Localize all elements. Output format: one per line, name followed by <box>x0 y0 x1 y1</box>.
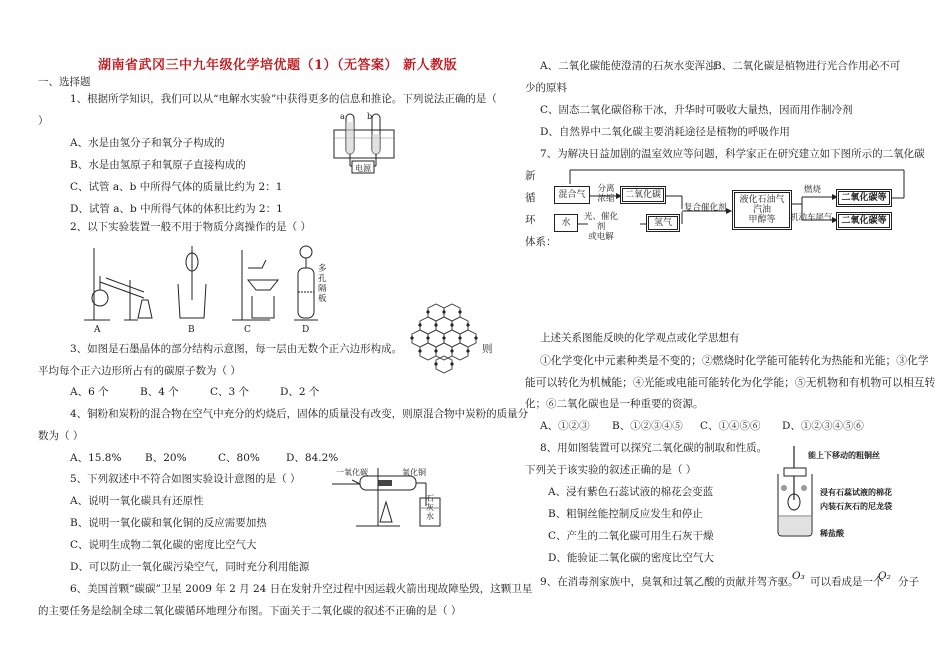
cuo-label: 氧化铜 <box>402 468 426 477</box>
water-box: 水 <box>554 214 578 232</box>
oxygen-formula: O₂ <box>878 570 891 582</box>
q4-option-a: A、15.8% <box>70 452 122 464</box>
q7-statement-3: 化；⑥二氧化碳也是一种重要的资源。 <box>525 398 704 410</box>
q7-side-1: 新 <box>525 170 536 182</box>
exhaust-label: 机动车尾气 <box>790 213 833 223</box>
q4-option-b: B、20% <box>145 452 187 464</box>
fuel-line: 液化石油气 <box>739 195 785 205</box>
dilute-hcl-label: 稀盐酸 <box>820 528 844 538</box>
litmus-cotton-label: 浸有石蕊试液的棉花 <box>820 487 892 497</box>
q3-stem: 3、如图是石墨晶体的部分结构示意图，每一层由无数个正六边形构成。 <box>70 343 403 355</box>
q8-option-a: A、浸有紫色石蕊试液的棉花会变蓝 <box>548 486 714 498</box>
cat-line: 光、催化剂 <box>583 212 618 232</box>
q8-option-b: B、粗铜丝能控制反应发生和停止 <box>548 508 703 520</box>
fuel-line: 甲醇等 <box>748 215 776 225</box>
q8-option-c: C、产生的二氧化碳可用生石灰干燥 <box>548 530 714 542</box>
page-title: 湖南省武冈三中九年级化学培优题（1）（无答案） 新人教版 <box>98 58 458 73</box>
q6-stem-2: 的主要任务是绘制全球二氧化碳循环地理分布图。下面关于二氧化碳的叙述不正确的是（ ） <box>38 605 462 617</box>
q5-stem: 5、下列叙述中不符合如图实验设计意图的是（ ） <box>70 473 301 485</box>
q4-option-d: D、84.2% <box>286 452 339 464</box>
co2-etc-box-2: 二氧化碳等 <box>836 212 892 230</box>
q6-option-a: A、二氧化碳能使澄清的石灰水变浑浊 <box>540 60 716 72</box>
q3-stem-2: 平均每个正六边形所占有的碳原子数为（ ） <box>38 365 241 377</box>
q6-option-b: B、二氧化碳是植物进行光合作用必不可 <box>714 60 901 72</box>
lime-char: 石 <box>426 494 434 503</box>
copper-wire-label: 能上下移动的粗铜丝 <box>808 450 880 460</box>
tube-a-label: a <box>340 112 345 121</box>
q3-option-d: D、2 个 <box>280 386 320 398</box>
q3-option-c: C、3 个 <box>210 386 250 398</box>
q2-label-a: A <box>94 325 101 335</box>
q6-option-b-cont: 少的原料 <box>525 82 567 94</box>
hydrogen-box: 氢气 <box>646 214 680 232</box>
plate-char: 多 <box>318 264 327 274</box>
fuel-box <box>732 190 792 230</box>
q1-option-b: B、水是由氢原子和氧原子直接构成的 <box>70 159 246 171</box>
lime-char: 水 <box>426 512 434 521</box>
q9-mid-text: 可以看成是一个 <box>810 576 884 588</box>
cat-line: 或电解 <box>588 232 614 242</box>
q7-option-c: C、①④⑤⑥ <box>700 420 761 432</box>
q4-stem-2: 数为（ ） <box>38 430 84 442</box>
q5-option-c: C、说明生成物二氧化碳的密度比空气大 <box>70 539 257 551</box>
q1-option-a: A、水是由氢分子和氧分子构成的 <box>70 137 225 149</box>
fuel-line: 汽油 <box>752 205 771 215</box>
limewater-label <box>426 494 434 521</box>
separation-apparatus-figure <box>80 240 340 332</box>
q2-label-c: C <box>244 325 251 335</box>
q7-statement-2: 能可以转化为机械能；④光能或电能可能转化为化学能；⑤无机物和有机物可以相互转 <box>525 376 936 389</box>
ozone-formula: O₃ <box>792 570 805 582</box>
q1-stem: 1、根据所学知识，我们可以从“电解水实验”中获得更多的信息和推论。下列说法正确的是（ <box>70 93 497 105</box>
q6-option-d: D、自然界中二氧化碳主要消耗途径是植物的呼吸作用 <box>540 126 790 138</box>
q5-option-a: A、说明一氧化碳具有还原性 <box>70 495 204 507</box>
q2-stem: 2、以下实验装置一般不用于物质分离操作的是（ ） <box>70 221 312 233</box>
q1-option-d: D、试管 a、b 中所得气体的体积比约为 2：1 <box>70 203 283 215</box>
q8-option-d: D、能验证二氧化碳的密度比空气大 <box>548 552 714 564</box>
q7-option-d: D、①②③④⑤⑥ <box>782 420 864 432</box>
limestone-bag-label: 内装石灰石的尼龙袋 <box>820 501 892 511</box>
plate-char: 孔 <box>318 274 327 284</box>
sep-line: 分离 <box>597 184 615 194</box>
q1-option-c: C、试管 a、b 中所得气体的质量比约为 2：1 <box>70 181 283 193</box>
composite-catalyst-label: 复合催化剂 <box>684 203 727 213</box>
q7-option-a: A、①②③ <box>540 420 590 432</box>
q6-option-c: C、固态二氧化碳俗称干冰，升华时可吸收大量热，因而用作制冷剂 <box>540 104 853 116</box>
q7-question: 上述关系图能反映的化学观点或化学思想有 <box>540 332 740 344</box>
q7-side-4: 体系： <box>525 236 557 248</box>
q9-end-text: 分子 <box>898 576 919 588</box>
power-label: 电源 <box>355 164 371 173</box>
tube-b-label: b <box>367 112 373 121</box>
section-heading: 一、选择题 <box>38 76 91 88</box>
graphite-structure-figure <box>398 300 484 378</box>
combustion-label: 燃烧 <box>804 185 822 195</box>
lime-char: 灰 <box>426 503 434 512</box>
co2-etc-box-1: 二氧化碳等 <box>836 189 892 207</box>
q3-option-b: B、4 个 <box>140 386 179 398</box>
co-label: 一氧化碳 <box>336 468 368 477</box>
sep-line: 浓缩 <box>597 194 615 204</box>
plate-char: 隔 <box>318 284 327 294</box>
q9-stem: 9、在消毒剂家族中，臭氧和过氧乙酸的贡献并驾齐驱。 <box>540 576 799 588</box>
plate-char: 板 <box>318 294 327 304</box>
q7-option-b: B、①②③④⑤ <box>612 420 683 432</box>
separation-label <box>594 184 618 204</box>
q3-option-a: A、6 个 <box>70 386 109 398</box>
co2-box: 二氧化碳 <box>620 186 666 204</box>
mixed-gas-box: 混合气 <box>554 186 590 204</box>
q6-stem: 6、美国首颗“碳碳”卫星 2009 年 2 月 24 日在发射升空过程中因运载火箭出现故障坠毁，这颗卫星 <box>70 583 533 595</box>
q2-label-b: B <box>188 325 195 335</box>
q1-stem-end: ） <box>38 115 49 127</box>
q4-stem: 4、铜粉和炭粉的混合物在空气中充分的灼烧后，固体的质量没有改变，则原混合物中炭粉的质量分 <box>70 408 529 420</box>
q5-option-b: B、说明一氧化碳和氧化铜的反应需要加热 <box>70 517 267 529</box>
catalyst-label <box>580 212 622 242</box>
q8-stem-2: 下列关于该实验的叙述正确的是（ ） <box>525 464 697 476</box>
q3-stem-tail: 则 <box>482 343 493 355</box>
q5-option-d: D、可以防止一氧化碳污染空气，同时充分利用能源 <box>70 561 310 573</box>
q7-side-2: 循 <box>525 192 536 204</box>
porous-plate-label <box>318 264 328 304</box>
q7-side-3: 环 <box>525 214 536 226</box>
q8-stem: 8、用如图装置可以探究二氧化碳的制取和性质。 <box>540 442 768 454</box>
q4-option-c: C、80% <box>218 452 260 464</box>
q7-statement-1: ①化学变化中元素种类是不变的；②燃烧时化学能可能转化为热能和光能；③化学 <box>540 354 929 367</box>
q7-stem: 7、为解决日益加剧的温室效应等问题，科学家正在研究建立如下图所示的二氧化碳 <box>540 148 925 160</box>
q2-label-d: D <box>302 325 310 335</box>
